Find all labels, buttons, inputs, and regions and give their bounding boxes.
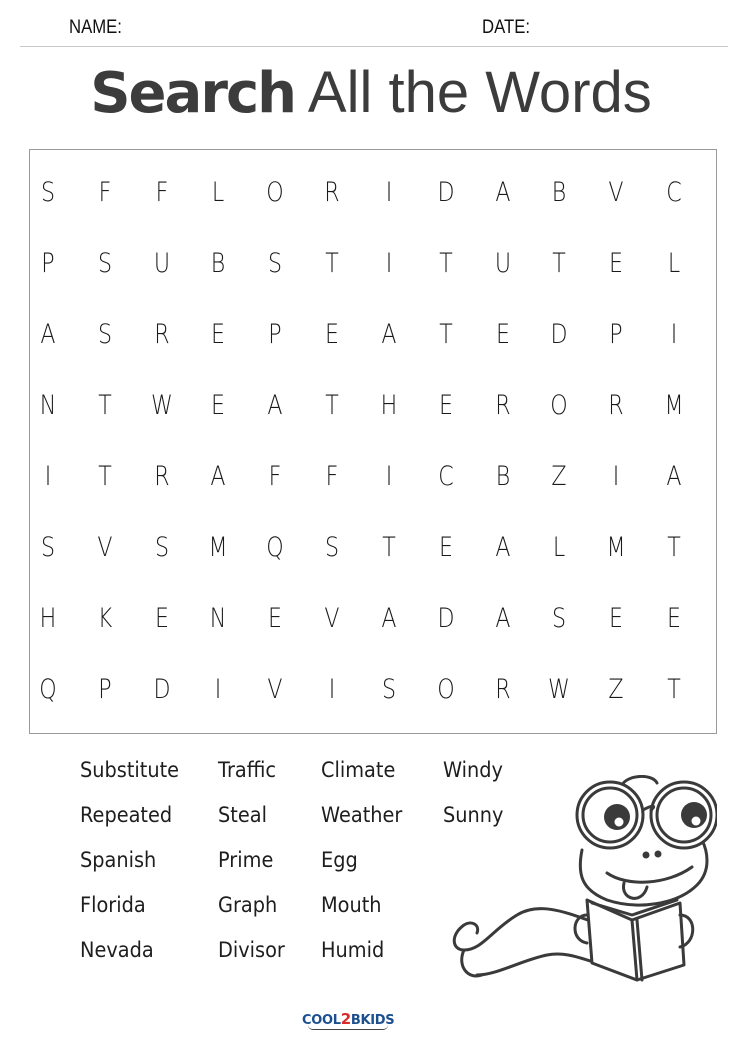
grid-letter[interactable]: L <box>552 532 566 563</box>
header-divider <box>20 46 728 47</box>
word-list-item: Humid <box>321 938 385 962</box>
grid-letter[interactable]: D <box>437 177 455 208</box>
grid-letter[interactable]: F <box>325 461 339 492</box>
grid-letter[interactable]: Z <box>608 674 624 705</box>
grid-letter[interactable]: A <box>210 461 226 492</box>
grid-letter[interactable]: V <box>267 674 283 705</box>
grid-letter[interactable]: K <box>97 603 113 634</box>
grid-letter[interactable]: R <box>324 177 340 208</box>
site-logo: COOL2BKIDS <box>302 1010 395 1028</box>
grid-letter[interactable]: T <box>552 248 566 279</box>
title-light: All the Words <box>307 60 652 125</box>
grid-letter[interactable]: Q <box>266 532 284 563</box>
grid-letter[interactable]: D <box>153 674 171 705</box>
grid-letter[interactable]: V <box>608 177 624 208</box>
word-list-item: Nevada <box>80 938 154 962</box>
grid-letter[interactable]: A <box>40 319 56 350</box>
grid-letter[interactable]: O <box>550 390 568 421</box>
grid-letter[interactable]: D <box>437 603 455 634</box>
letter-grid <box>29 149 717 734</box>
grid-letter[interactable]: T <box>98 461 112 492</box>
grid-letter[interactable]: P <box>41 248 55 279</box>
grid-letter[interactable]: F <box>155 177 169 208</box>
grid-letter[interactable]: A <box>495 177 511 208</box>
word-list-item: Graph <box>218 893 278 917</box>
grid-letter[interactable]: U <box>494 248 512 279</box>
grid-letter[interactable]: M <box>208 532 228 563</box>
grid-letter[interactable]: U <box>153 248 171 279</box>
grid-row <box>30 244 716 284</box>
grid-letter[interactable]: T <box>325 248 339 279</box>
word-list-item: Divisor <box>218 938 285 962</box>
grid-row <box>30 173 716 213</box>
grid-letter[interactable]: I <box>385 177 393 208</box>
grid-letter[interactable]: E <box>325 319 339 350</box>
grid-letter[interactable]: Z <box>551 461 567 492</box>
grid-letter[interactable]: I <box>612 461 620 492</box>
grid-row <box>30 599 716 639</box>
grid-letter[interactable]: Q <box>39 674 57 705</box>
grid-letter[interactable]: L <box>211 177 225 208</box>
grid-row <box>30 457 716 497</box>
grid-row <box>30 315 716 355</box>
word-list-item: Florida <box>80 893 146 917</box>
grid-letter[interactable]: A <box>267 390 283 421</box>
grid-letter[interactable]: I <box>214 674 222 705</box>
page-title <box>0 58 742 129</box>
grid-letter[interactable]: R <box>608 390 624 421</box>
grid-letter[interactable]: T <box>382 532 396 563</box>
grid-letter[interactable]: T <box>325 390 339 421</box>
grid-letter[interactable]: R <box>495 390 511 421</box>
grid-letter[interactable]: I <box>385 248 393 279</box>
grid-letter[interactable]: B <box>551 177 567 208</box>
grid-letter[interactable]: E <box>211 390 225 421</box>
grid-letter[interactable]: E <box>667 603 681 634</box>
grid-letter[interactable]: F <box>268 461 282 492</box>
word-list-item: Repeated <box>80 803 173 827</box>
grid-letter[interactable]: P <box>268 319 282 350</box>
grid-letter[interactable]: R <box>495 674 511 705</box>
grid-letter[interactable]: B <box>210 248 226 279</box>
grid-letter[interactable]: A <box>381 319 397 350</box>
grid-letter[interactable]: W <box>151 390 173 421</box>
word-list-item: Windy <box>443 758 504 782</box>
grid-letter[interactable]: T <box>667 674 681 705</box>
grid-letter[interactable]: S <box>381 674 397 705</box>
grid-letter[interactable]: P <box>98 674 112 705</box>
word-list-item: Weather <box>321 803 403 827</box>
grid-letter[interactable]: S <box>267 248 283 279</box>
grid-letter[interactable]: S <box>324 532 340 563</box>
logo-underline <box>308 1025 388 1030</box>
grid-row <box>30 386 716 426</box>
grid-letter[interactable]: T <box>667 532 681 563</box>
grid-letter[interactable]: A <box>666 461 682 492</box>
grid-letter[interactable]: S <box>551 603 567 634</box>
grid-letter[interactable]: V <box>97 532 113 563</box>
grid-letter[interactable]: I <box>44 461 52 492</box>
grid-letter[interactable]: H <box>39 603 57 634</box>
grid-letter[interactable]: E <box>496 319 510 350</box>
word-list-item: Traffic <box>218 758 277 782</box>
grid-letter[interactable]: P <box>609 319 623 350</box>
grid-letter[interactable]: R <box>154 461 170 492</box>
grid-letter[interactable]: A <box>381 603 397 634</box>
grid-letter[interactable]: W <box>548 674 570 705</box>
grid-letter[interactable]: O <box>437 674 455 705</box>
grid-row <box>30 670 716 710</box>
grid-letter[interactable]: A <box>495 603 511 634</box>
grid-letter[interactable]: N <box>39 390 57 421</box>
date-label: DATE: <box>482 17 531 38</box>
grid-letter[interactable]: S <box>40 532 56 563</box>
grid-letter[interactable]: O <box>266 177 284 208</box>
grid-letter[interactable]: I <box>328 674 336 705</box>
grid-letter[interactable]: T <box>98 390 112 421</box>
word-list-item: Substitute <box>80 758 180 782</box>
grid-letter[interactable]: N <box>209 603 227 634</box>
grid-letter[interactable]: S <box>97 319 113 350</box>
grid-letter[interactable]: E <box>155 603 169 634</box>
grid-letter[interactable]: S <box>154 532 170 563</box>
word-list-item: Prime <box>218 848 274 872</box>
word-list-item: Egg <box>321 848 358 872</box>
grid-letter[interactable]: E <box>609 248 623 279</box>
grid-letter[interactable]: I <box>670 319 678 350</box>
grid-letter[interactable]: V <box>324 603 340 634</box>
grid-letter[interactable]: A <box>495 532 511 563</box>
grid-letter[interactable]: I <box>385 461 393 492</box>
word-list-item: Sunny <box>443 803 504 827</box>
name-label: NAME: <box>69 17 122 38</box>
grid-letter[interactable]: T <box>439 248 453 279</box>
grid-letter[interactable]: F <box>98 177 112 208</box>
grid-letter[interactable]: M <box>606 532 626 563</box>
grid-row <box>30 528 716 568</box>
word-list-item: Climate <box>321 758 396 782</box>
grid-letter[interactable]: B <box>495 461 511 492</box>
grid-letter[interactable]: H <box>380 390 398 421</box>
grid-letter[interactable]: S <box>40 177 56 208</box>
grid-letter[interactable]: R <box>154 319 170 350</box>
grid-letter[interactable]: E <box>439 532 453 563</box>
word-list-item: Mouth <box>321 893 382 917</box>
word-list-item: Steal <box>218 803 267 827</box>
grid-letter[interactable]: C <box>666 177 682 208</box>
grid-letter[interactable]: S <box>97 248 113 279</box>
grid-letter[interactable]: M <box>664 390 684 421</box>
grid-letter[interactable]: E <box>211 319 225 350</box>
title-bold: Search <box>90 61 295 126</box>
word-list-item: Spanish <box>80 848 157 872</box>
grid-letter[interactable]: E <box>268 603 282 634</box>
grid-letter[interactable]: T <box>439 319 453 350</box>
bookworm-reading-icon <box>452 775 717 985</box>
grid-letter[interactable]: E <box>439 390 453 421</box>
grid-letter[interactable]: C <box>438 461 454 492</box>
grid-letter[interactable]: E <box>609 603 623 634</box>
grid-letter[interactable]: L <box>667 248 681 279</box>
grid-letter[interactable]: D <box>550 319 568 350</box>
